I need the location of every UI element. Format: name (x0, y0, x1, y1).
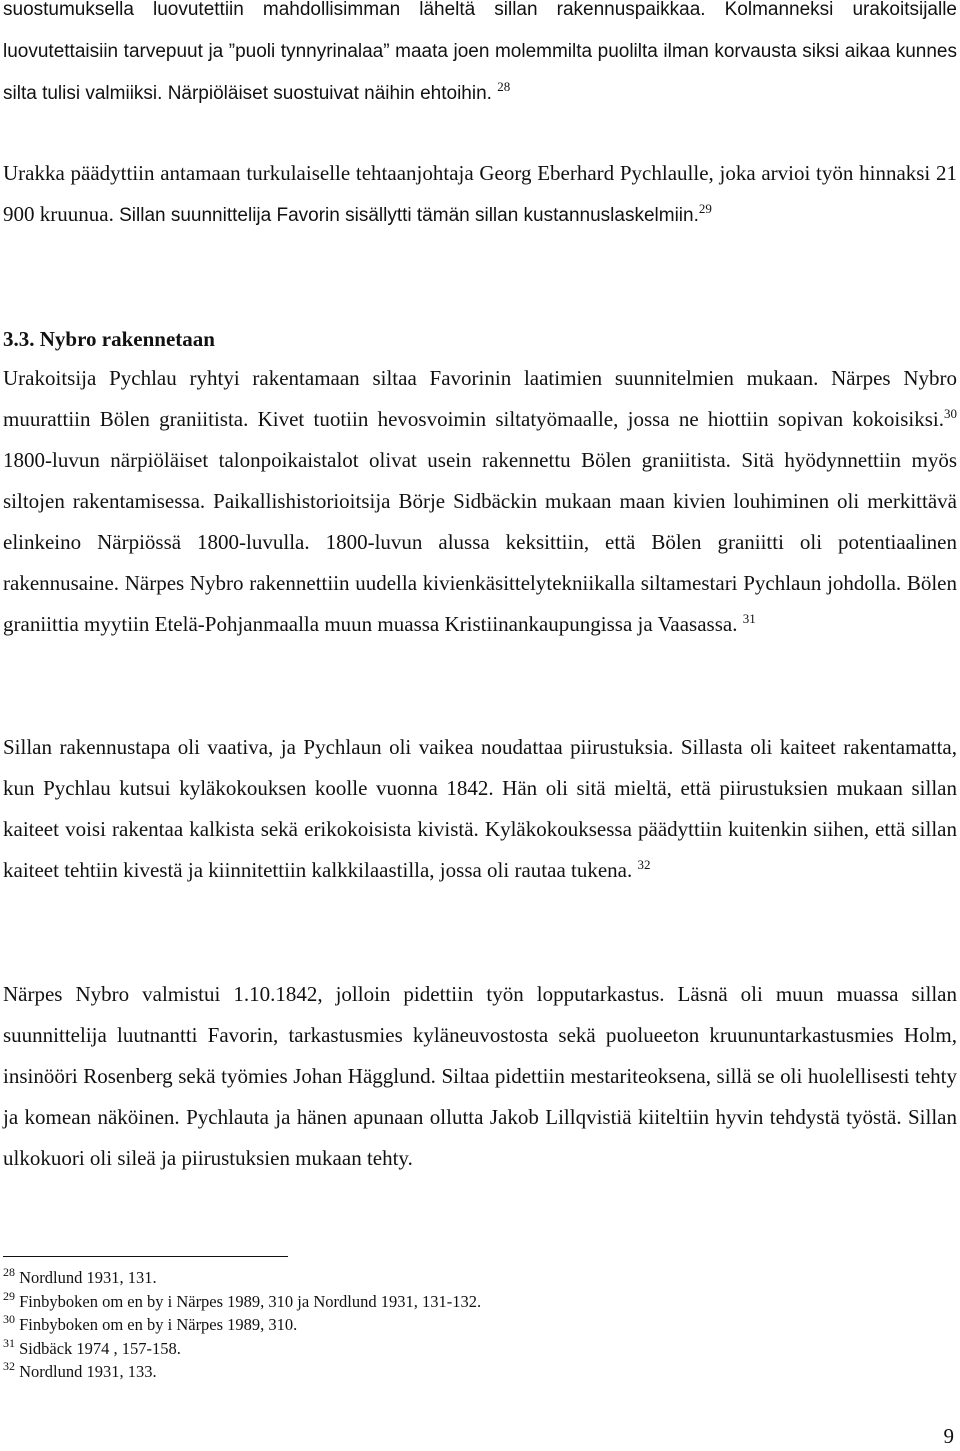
paragraph-5 (3, 974, 957, 1179)
footnote-ref-28[interactable]: 28 (497, 79, 511, 94)
paragraph-3-text-b: 1800-luvun närpiöläiset talonpoikaistalot olivat usein rakennettu Bölen graniitista. Sitä hyödynnettiin myös siltojen rakentamisessa. Paikallishistorioitsija Börje Sidbäckin mukaan maan kivien louhiminen oli merkittävä elinkeino Närpiössä 1800-luvulla. 1800-luvun alussa keksittiin, että Bölen graniitti oli potentiaalinen rakennusaine. Närpes Nybro rakennettiin uudella kivienkäsittelytekniikalla siltamestari Pychlaun johdolla. Bölen graniittia myytiin Etelä-Pohjanmaalla muun muassa Kristiinankaupungissa ja Vaasassa. (3, 448, 957, 636)
paragraph-4-text: Sillan rakennustapa oli vaativa, ja Pychlaun oli vaikea noudattaa piirustuksia. Sillasta oli kaiteet rakentamatta, kun Pychlau kutsui kyläkokouksen koolle vuonna 1842. Hän oli sitä mieltä, että piirustuksien mukaan sillan kaiteet voisi rakentaa kalkista sekä erikokoisista kivistä. Kyläkokouksessa päädyttiin kuitenkin siihen, että sillan kaiteet tehtiin kivestä ja kiinnitettiin kalkkilaastilla, jossa oli rautaa tukena. (3, 735, 957, 882)
paragraph-5-text: Närpes Nybro valmistui 1.10.1842, jolloin pidettiin työn lopputarkastus. Läsnä oli muun muassa sillan suunnittelija luutnantti Favorin, tarkastusmies kyläneuvostosta sekä puolueeton kruununtarkastusmies Holm, insinööri Rosenberg sekä työmies Johan Hägglund. Siltaa pidettiin mestariteoksena, sillä se oli huolellisesti tehty ja komean näköinen. Pychlauta ja hänen apunaan ollutta Jakob Lillqvistiä kiiteltiin hyvin tehdystä työstä. Sillan ulkokuori oli sileä ja piirustuksien mukaan tehty. (3, 982, 957, 1170)
footnote-text: Nordlund 1931, 131. (19, 1268, 157, 1287)
paragraph-2-text-b: Sillan suunnittelija Favorin sisällytti tämän sillan kustannuslaskelmiin. (113, 205, 699, 226)
footnote-text: Finbyboken om en by i Närpes 1989, 310 ja Nordlund 1931, 131-132. (19, 1291, 482, 1311)
footnote-text: Nordlund 1931, 133. (19, 1362, 157, 1381)
footnote-separator (3, 1256, 288, 1257)
paragraph-1-text: suostumuksella luovutettiin mahdollisimman läheltä sillan rakennuspaikkaa. Kolmanneksi urakoitsijalle luovutettaisiin tarvepuut ja ”puoli tynnyrinalaa” maata joen molemmilta puolilta ilman korvausta siksi aikaa kunnes silta tulisi valmiiksi. Närpiöläiset suostuivat näihin ehtoihin. (3, 0, 957, 104)
footnote-number: 32 (3, 1359, 15, 1373)
footnote-30 (3, 1313, 903, 1337)
paragraph-2-text-a: Urakka päädyttiin antamaan turkulaiselle tehtaanjohtaja Georg Eberhard Pychlaulle, joka arvioi työn hinnaksi 21 900 kruunua. (3, 161, 957, 226)
footnote-ref-30[interactable]: 30 (944, 406, 957, 421)
footnote-ref-31[interactable]: 31 (742, 611, 756, 626)
paragraph-3-text-a: Urakoitsija Pychlau ryhtyi rakentamaan siltaa Favorinin laatimien suunnitelmien mukaan. Närpes Nybro muurattiin Bölen graniitista. Kivet tuotiin hevosvoimin siltatyömaalle, jossa ne hiottiin sopivan kokoisiksi. (3, 366, 957, 431)
footnote-ref-29[interactable]: 29 (698, 201, 712, 216)
footnotes (3, 1266, 903, 1384)
footnote-number: 29 (3, 1288, 15, 1303)
section-heading: 3.3. Nybro rakennetaan (3, 327, 215, 351)
footnote-ref-32[interactable]: 32 (637, 857, 651, 872)
paragraph-4 (3, 727, 957, 891)
footnote-number: 28 (3, 1265, 15, 1279)
footnote-32 (3, 1360, 903, 1384)
paragraph-1 (3, 0, 957, 114)
page-number: 9 (943, 1424, 954, 1448)
footnote-28 (3, 1266, 903, 1290)
footnote-31 (3, 1337, 903, 1361)
footnote-text: Finbyboken om en by i Närpes 1989, 310. (19, 1315, 298, 1334)
footnote-number: 31 (3, 1335, 15, 1350)
footnote-text: Sidbäck 1974 , 157-158. (19, 1338, 181, 1358)
paragraph-2 (3, 153, 957, 236)
footnote-number: 30 (3, 1312, 15, 1326)
paragraph-3 (3, 358, 957, 645)
footnote-29 (3, 1290, 903, 1314)
